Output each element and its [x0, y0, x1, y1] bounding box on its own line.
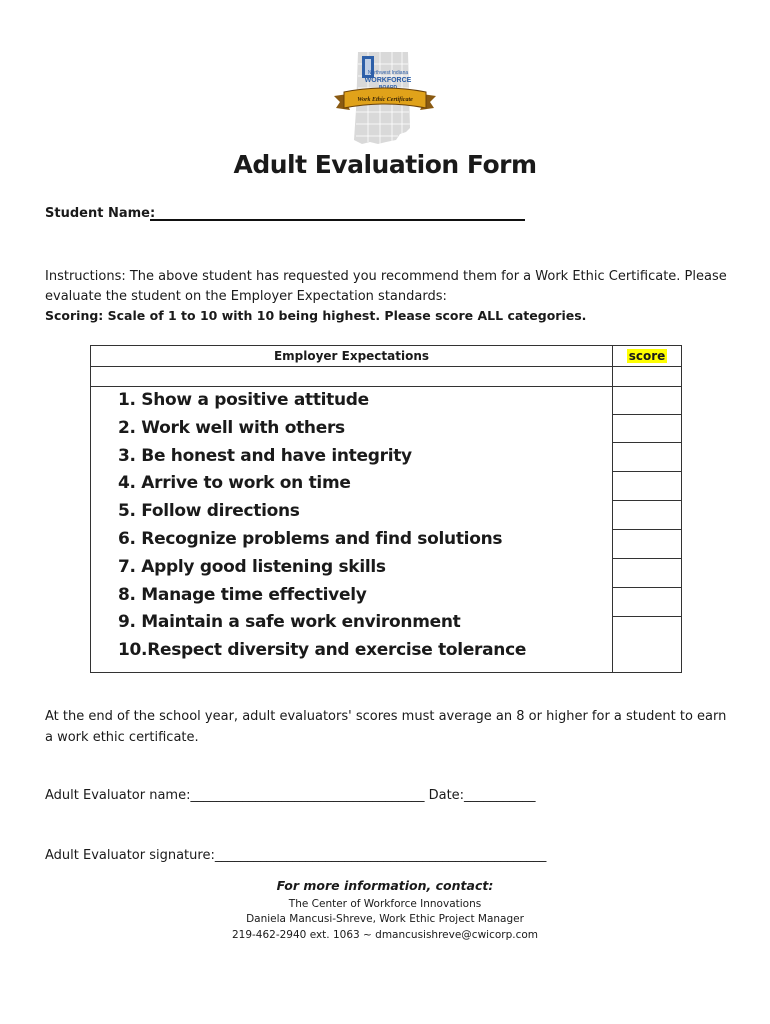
evaluator-name-field[interactable]: Adult Evaluator name:____________________________________ Date:___________ — [45, 788, 536, 803]
expectation-item-9: 9. Maintain a safe work environment — [118, 612, 461, 633]
evaluator-signature-field[interactable]: Adult Evaluator signature:___________________________________________________ — [45, 848, 547, 863]
workforce-board-logo — [330, 50, 440, 146]
expectation-item-3: 3. Be honest and have integrity — [118, 445, 412, 466]
score-field-3[interactable] — [613, 443, 682, 472]
table-header-score: score — [613, 346, 682, 367]
logo-text-northwest: Northwest Indiana — [367, 70, 409, 76]
score-field-4[interactable] — [613, 472, 682, 501]
page-title: Adult Evaluation Form — [233, 150, 537, 179]
instructions-text: Instructions: The above student has requested you recommend them for a Work Ethic Certificate. Please evaluate the student on the Employer Expectation standards: — [45, 269, 727, 304]
expectation-item-5: 5. Follow directions — [118, 501, 300, 522]
score-field-7[interactable] — [613, 559, 682, 588]
score-field-8[interactable] — [613, 588, 682, 617]
banner-text: Work Ethic Certificate — [357, 97, 413, 103]
expectation-item-2: 2. Work well with others — [118, 417, 345, 438]
contact-phone-email: 219-462-2940 ext. 1063 ~ dmancusishreve@cwicorp.com — [231, 929, 539, 941]
table-spacer-score — [613, 367, 682, 387]
score-field-6[interactable] — [613, 530, 682, 559]
contact-organization: The Center of Workforce Innovations — [288, 898, 482, 910]
scoring-text: Scoring: Scale of 1 to 10 with 10 being highest. Please score ALL categories. — [45, 308, 587, 323]
student-name-label: Student Name: — [45, 206, 156, 221]
score-field-9[interactable] — [613, 617, 682, 673]
expectation-item-8: 8. Manage time effectively — [118, 584, 367, 605]
employer-expectations-table — [90, 345, 682, 673]
table-spacer-row — [91, 367, 613, 387]
expectations-list — [91, 387, 613, 673]
score-field-2[interactable] — [613, 415, 682, 443]
expectation-item-10: 10.Respect diversity and exercise tolerance — [118, 640, 527, 661]
average-requirement-note: At the end of the school year, adult evaluators' scores must average an 8 or higher for a student to earn a work ethic certificate. — [45, 709, 727, 745]
student-name-field[interactable] — [150, 219, 525, 221]
score-field-5[interactable] — [613, 501, 682, 530]
score-field-1[interactable] — [613, 387, 682, 415]
contact-person: Daniela Mancusi-Shreve, Work Ethic Project Manager — [246, 913, 524, 925]
table-header-expectations: Employer Expectations — [91, 346, 613, 367]
expectation-item-1: 1. Show a positive attitude — [118, 390, 369, 410]
expectation-item-7: 7. Apply good listening skills — [118, 556, 386, 577]
contact-heading: For more information, contact: — [276, 878, 494, 893]
expectation-item-4: 4. Arrive to work on time — [118, 473, 351, 494]
expectation-item-6: 6. Recognize problems and find solutions — [118, 528, 503, 549]
logo-text-workforce: WORKFORCE — [364, 77, 412, 84]
